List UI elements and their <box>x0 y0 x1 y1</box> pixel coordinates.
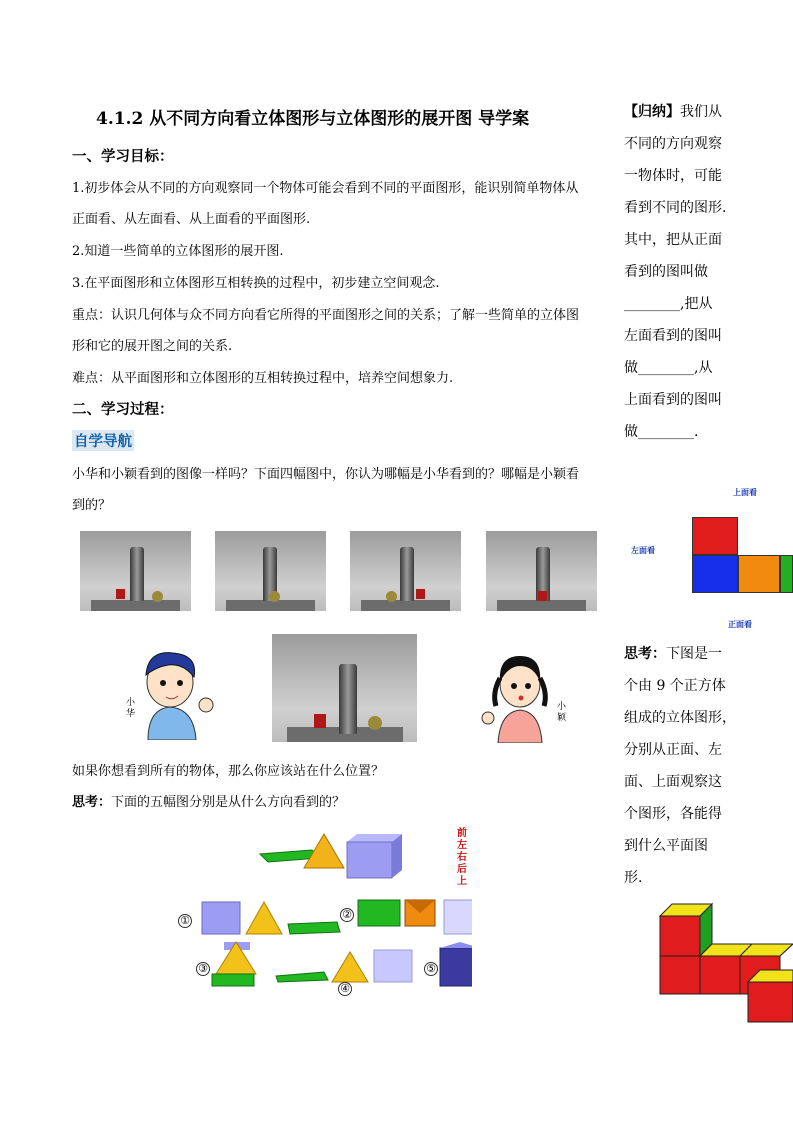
direction-front: 前 <box>457 828 467 839</box>
question-1-line-a: 小华和小颖看到的图像一样吗？下面四幅图中，你认为哪幅是小华看到的？哪幅是小颖看 <box>72 467 580 482</box>
think-text: 下面的五幅图分别是从什么方向看到的？ <box>111 795 346 810</box>
girl-label: 小颖 <box>557 702 567 723</box>
summary-line-2: 一物体时，可能 <box>624 168 722 184</box>
view-left-label: 左面看 <box>631 546 655 555</box>
think-label: 思考： <box>72 795 112 810</box>
section-heading-goals: 一、学习目标： <box>72 148 174 165</box>
side-think-line-0 <box>624 643 722 663</box>
side-think-line-6: 到什么平面图 <box>624 838 708 854</box>
direction-back: 后 <box>457 864 467 875</box>
self-study-nav-label: 自学导航 <box>72 430 134 451</box>
side-think-line-7: 形. <box>624 870 643 886</box>
cube-stack-figure <box>656 896 793 1026</box>
summary-line-7: 左面看到的图叫 <box>624 328 722 344</box>
photo-1 <box>80 531 191 611</box>
goal-1-line-b: 正面看、从左面看、从上面看的平面图形. <box>72 212 311 227</box>
summary-line-0 <box>624 101 722 121</box>
view-front-label: 正面看 <box>728 620 752 629</box>
boy-label: 小华 <box>126 698 136 719</box>
square-blue <box>692 555 738 593</box>
side-think-line-1: 个由 9 个正方体 <box>624 678 726 694</box>
photo-center <box>272 634 417 742</box>
side-think-line-3: 分别从正面、左 <box>624 742 722 758</box>
view-number-5: ⑤ <box>424 962 438 976</box>
view-number-3: ③ <box>196 962 210 976</box>
goal-1-line-a: 1.初步体会从不同的方向观察同一个物体可能会看到不同的平面图形，能识别简单物体从 <box>72 181 579 196</box>
summary-line-5: 看到的图叫做 <box>624 264 708 280</box>
side-think-label: 思考： <box>624 646 666 662</box>
photo-3 <box>350 531 461 611</box>
view-number-2: ② <box>340 908 354 922</box>
boy-illustration <box>118 645 218 740</box>
side-think-text-0: 下图是一 <box>666 646 722 662</box>
photo-4 <box>486 531 597 611</box>
view-top-label: 上面看 <box>733 488 757 497</box>
direction-labels <box>457 828 467 888</box>
side-think-line-2: 组成的立体图形， <box>624 710 736 726</box>
key-point-line-b: 形和它的展开图之间的关系. <box>72 339 233 354</box>
summary-line-8: 做________,从 <box>624 360 713 376</box>
view-number-1: ① <box>178 914 192 928</box>
direction-right: 右 <box>457 852 467 863</box>
page-title: 4.1.2 从不同方向看立体图形与立体图形的展开图 导学案 <box>96 109 530 129</box>
summary-line-6: ________,把从 <box>624 296 713 312</box>
summary-label: 【归纳】 <box>624 104 680 120</box>
summary-text-0: 我们从 <box>680 104 722 120</box>
difficulty: 难点：从平面图形和立体图形的互相转换过程中，培养空间想象力. <box>72 371 454 386</box>
goal-2: 2.知道一些简单的立体图形的展开图. <box>72 244 284 259</box>
summary-line-10: 做________. <box>624 424 699 440</box>
side-think-line-5: 个图形，各能得 <box>624 806 722 822</box>
question-2: 如果你想看到所有的物体，那么你应该站在什么位置？ <box>72 764 385 779</box>
key-point-line-a: 重点：认识几何体与众不同方向看它所得的平面图形之间的关系；了解一些简单的立体图 <box>72 308 580 323</box>
summary-line-1: 不同的方向观察 <box>624 136 722 152</box>
view-number-4: ④ <box>338 982 352 996</box>
summary-line-3: 看到不同的图形. <box>624 200 727 216</box>
side-think-line-4: 面、上面观察这 <box>624 774 722 790</box>
square-red <box>692 517 738 555</box>
square-orange <box>738 555 780 593</box>
summary-line-9: 上面看到的图叫 <box>624 392 722 408</box>
direction-left: 左 <box>457 840 467 851</box>
question-1-line-b: 到的？ <box>72 498 112 513</box>
summary-line-4: 其中，把从正面 <box>624 232 722 248</box>
girl-illustration <box>478 648 558 743</box>
think-question <box>72 791 345 810</box>
square-green <box>780 555 793 593</box>
photo-2 <box>215 531 326 611</box>
section-heading-process: 二、学习过程： <box>72 401 174 418</box>
direction-top: 上 <box>457 876 467 887</box>
goal-3: 3.在平面图形和立体图形互相转换的过程中，初步建立空间观念. <box>72 276 440 291</box>
